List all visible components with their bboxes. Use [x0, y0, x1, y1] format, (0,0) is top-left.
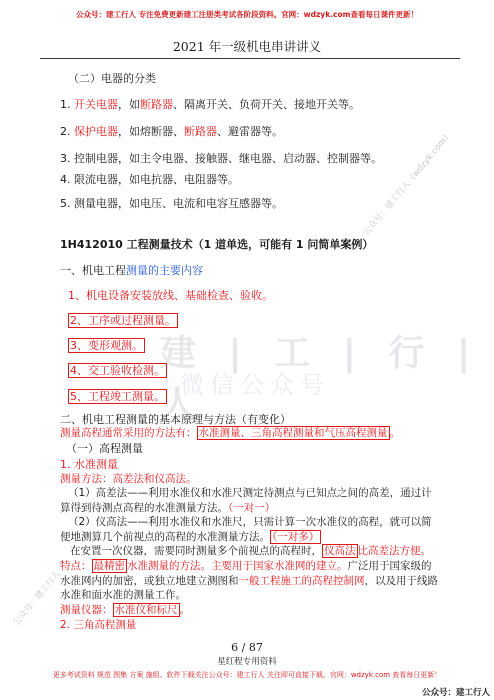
list-item: 2. 保护电器，如熔断器、断路器、避雷器等。: [60, 125, 283, 138]
list-item: 1. 开关电器，如断路器、隔离开关、负荷开关、接地开关等。: [60, 98, 360, 111]
title-rule: [40, 58, 460, 59]
paragraph-features: 特点： 最精密 水准测量的方法。主要用于国家水准网的建立。广泛用于国家级的水准网内的加密，或独立地建立测图和一般工程施工的高程控制网，以及用于线路水准和面水准的测量工作。: [60, 560, 438, 601]
watermark-large: 建 | 工 | 行 | 人: [160, 333, 481, 425]
watermark-left: 公众号：建工行人: [11, 569, 63, 628]
section-heading: （二）电器的分类: [68, 72, 156, 85]
content-item: 2、工序或过程测量。: [70, 314, 176, 327]
watermark-diagonal: 公众号：建工行人（wdzyk.com）: [361, 129, 455, 238]
list-item: 4. 限流电器，如电抗器、电阻器等。: [60, 173, 239, 186]
content-item: 3、变形观测。: [70, 339, 143, 352]
page-number: 6 / 87: [231, 641, 263, 654]
section-one-heading: 一、机电工程测量的主要内容: [60, 264, 203, 277]
trig-heading: 2. 三角高程测量: [60, 619, 137, 631]
instrument-line: 测量仪器： 水准仪和标尺 。: [60, 604, 190, 616]
topic-heading: 1H412010 工程测量技术（1 道单选，可能有 1 问简单案例）: [60, 238, 374, 251]
page-title: 2021 年一级机电串讲讲义: [172, 39, 322, 54]
level-heading: 1. 水准测量: [60, 458, 118, 471]
section-two-heading: 二、机电工程测量的基本原理与方法（有变化）: [60, 413, 291, 426]
content-item: 5、工程竣工测量。: [70, 390, 165, 403]
list-item: 5. 测量电器，如电压、电流和电容互感器等。: [60, 197, 283, 210]
paragraph-height-difference: （1）高差法——利用水准仪和水准尺测定待测点与已知点之间的高差，通过计算得到待测点高程的水准测量方法。（一对一）: [60, 487, 432, 514]
content-item: 1、机电设备安装放线、基础检查、验收。: [68, 289, 273, 302]
method-line: 测量方法：高差法和仪高法。: [60, 473, 197, 485]
corner-label: 公众号：建工行人: [421, 688, 490, 698]
footer-note: 更多考试资料 规范 图集 方案 施组、软件下载关注公众号：建工行人 关注即可直接下载。官网：wdzyk.com 查看每日更新！: [52, 671, 442, 679]
header-note: 公众号：建工行人 专注免费更新建工注册类考试各阶段资料。官网：wdzyk.com查看每日课件更新！: [76, 10, 418, 19]
methods-line: 测量高程通常采用的方法有： 水准测量、三角高程测量和气压高程测量 。: [60, 427, 400, 439]
watermark-medium: 微信公众号: [180, 371, 330, 399]
page-subtitle: 星红程专用资料: [217, 657, 277, 667]
list-item: 3. 控制电器，如主令电器、接触器、继电器、启动器、控制器等。: [60, 152, 382, 165]
content-item: 4、交工验收检测。: [70, 364, 165, 377]
paragraph-comparison: 在安置一次仪器，需要同时测量多个前视点的高程时， 仪高法 比高差法方便。: [70, 545, 431, 557]
paragraph-instrument-height: （2）仪高法——利用水准仪和水准尺，只需计算一次水准仪的高程，就可以简便地测算几个前视点的高程的水准测量方法。 （一对多）: [60, 516, 432, 543]
elevation-heading: （一）高程测量: [66, 442, 143, 455]
